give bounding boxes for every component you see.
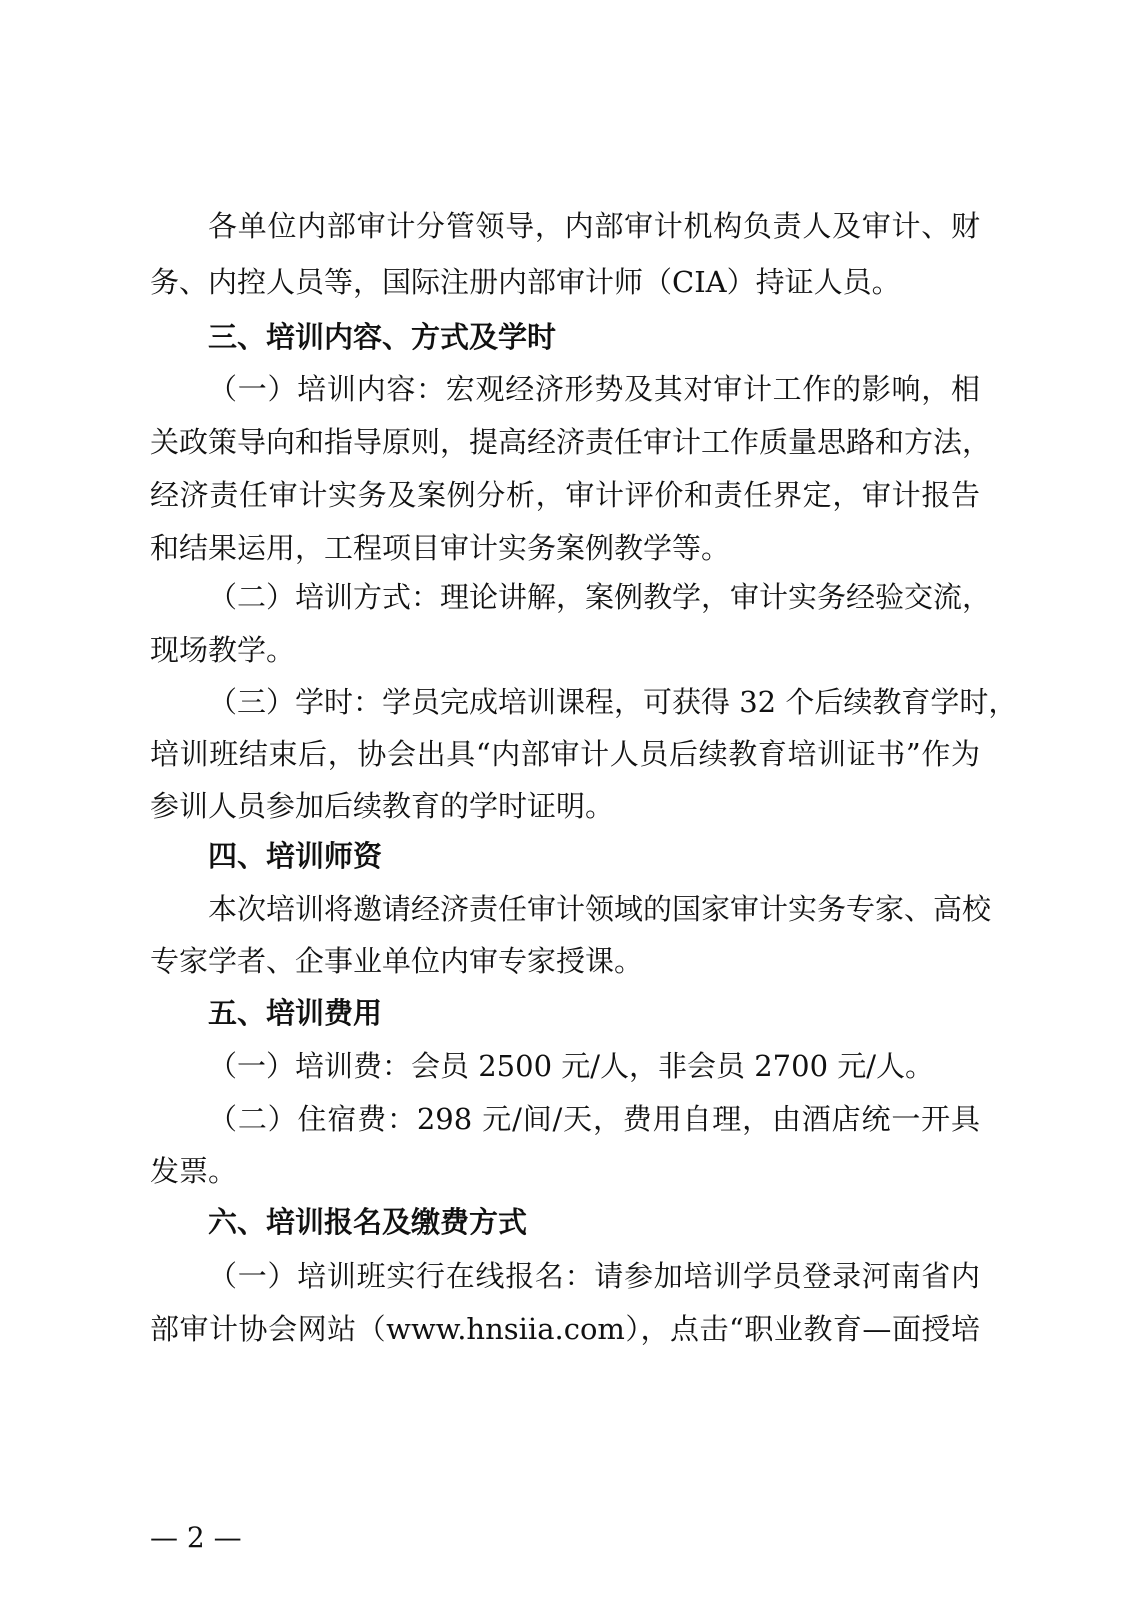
paragraph-line: 培训班结束后，协会出具“内部审计人员后续教育培训证书”作为	[150, 737, 980, 771]
section-heading: 四、培训师资	[208, 839, 383, 873]
paragraph-line: 各单位内部审计分管领导，内部审计机构负责人及审计、财	[208, 209, 980, 243]
paragraph-line: 关政策导向和指导原则，提高经济责任审计工作质量思路和方法，	[150, 425, 992, 459]
paragraph-line: 部审计协会网站（www.hnsiia.com），点击“职业教育—面授培	[150, 1312, 980, 1346]
paragraph-line: 专家学者、企事业单位内审专家授课。	[150, 944, 644, 978]
paragraph-line: （一）培训内容：宏观经济形势及其对审计工作的影响，相	[208, 372, 980, 406]
paragraph-line: （二）住宿费：298 元/间/天，费用自理，由酒店统一开具	[208, 1102, 980, 1136]
paragraph-line: （一）培训班实行在线报名：请参加培训学员登录河南省内	[208, 1259, 980, 1293]
paragraph-line: 参训人员参加后续教育的学时证明。	[150, 789, 615, 823]
paragraph-line: 务、内控人员等，国际注册内部审计师（CIA）持证人员。	[150, 265, 901, 299]
paragraph-line: 和结果运用，工程项目审计实务案例教学等。	[150, 531, 731, 565]
section-heading: 五、培训费用	[208, 996, 383, 1030]
paragraph-line: 本次培训将邀请经济责任审计领域的国家审计实务专家、高校	[208, 892, 992, 926]
paragraph-line: 发票。	[150, 1154, 238, 1188]
paragraph-line: （一）培训费：会员 2500 元/人，非会员 2700 元/人。	[208, 1049, 935, 1083]
paragraph-line: （二）培训方式：理论讲解，案例教学，审计实务经验交流，	[208, 580, 992, 614]
paragraph-line: 经济责任审计实务及案例分析，审计评价和责任界定，审计报告	[150, 478, 980, 512]
section-heading: 六、培训报名及缴费方式	[208, 1205, 528, 1239]
paragraph-line: 现场教学。	[150, 633, 296, 667]
page-number: — 2 —	[150, 1521, 242, 1554]
paragraph-line: （三）学时：学员完成培训课程，可获得 32 个后续教育学时，	[208, 685, 1018, 719]
section-heading: 三、培训内容、方式及学时	[208, 320, 557, 354]
